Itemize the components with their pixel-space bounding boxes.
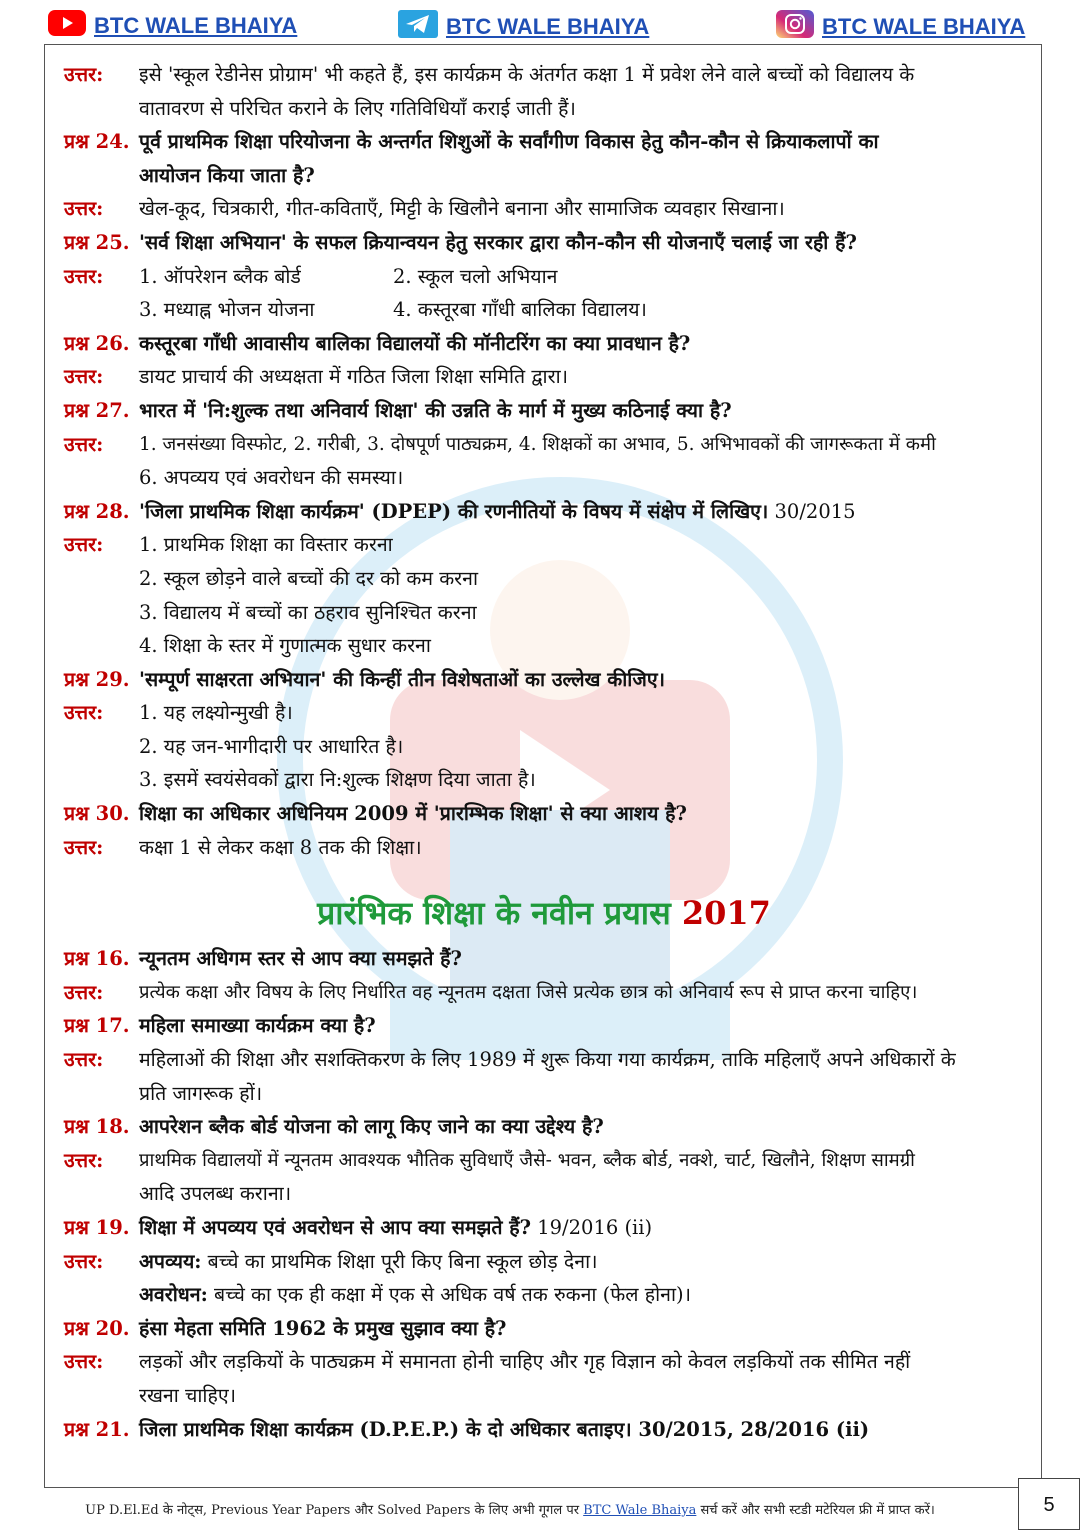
answer-label: उत्तर:	[64, 365, 104, 389]
question-16	[64, 942, 1024, 976]
term-label: अपव्यय:	[139, 1249, 202, 1273]
youtube-label: BTC WALE BHAIYA	[94, 13, 298, 38]
footer-text: सर्च करें और सभी स्टडी मटेरियल फ्री में प्राप्त करें।	[696, 1503, 935, 1518]
question-20	[64, 1312, 1024, 1346]
question-text: कस्तूरबा गाँधी आवासीय बालिका विद्यालयों की मॉनीटरिंग का क्या प्रावधान है?	[139, 331, 691, 355]
question-30	[64, 797, 1024, 831]
question-21	[64, 1413, 1024, 1447]
answer-item: 3. इसमें स्वयंसेवकों द्वारा नि:शुल्क शिक्षण दिया जाता है।	[139, 768, 536, 792]
exam-reference: 19/2016 (ii)	[531, 1216, 653, 1239]
question-text: महिला समाख्या कार्यक्रम क्या है?	[139, 1014, 376, 1038]
answer-line: लड़कों और लड़कियों के पाठ्यक्रम में समानता होनी चाहिए और गृह विज्ञान को केवल लड़कियों तक सीमित नहीं	[139, 1350, 911, 1374]
answer-line: इसे 'स्कूल रेडीनेस प्रोग्राम' भी कहते हैं, इस कार्यक्रम के अंतर्गत कक्षा 1 में प्रवेश लेने वाले बच्चों को विद्यालय के	[139, 63, 915, 86]
question-number: प्रश्न 24.	[64, 130, 130, 154]
instagram-link[interactable]	[776, 10, 1025, 44]
question-29	[64, 663, 1024, 697]
telegram-icon	[398, 10, 438, 44]
answer-item: 2. स्कूल चलो अभियान	[393, 264, 558, 288]
answer-label: उत्तर:	[64, 1350, 104, 1374]
answer-label: उत्तर:	[64, 264, 104, 288]
question-number: प्रश्न 28.	[64, 499, 130, 523]
page-content	[64, 58, 1024, 1446]
section-title-text: प्रारंभिक शिक्षा के नवीन प्रयास	[317, 894, 671, 933]
question-number: प्रश्न 27.	[64, 398, 130, 422]
answer-20	[64, 1345, 1024, 1412]
answer-label: उत्तर:	[64, 1148, 104, 1172]
question-text: शिक्षा में अपव्यय एवं अवरोधन से आप क्या समझते हैं?	[139, 1216, 532, 1239]
answer-item: 1. यह लक्ष्योन्मुखी है।	[139, 701, 293, 725]
section-title	[64, 892, 1024, 934]
question-17	[64, 1009, 1024, 1043]
answer-item: 2. यह जन-भागीदारी पर आधारित है।	[139, 734, 404, 758]
answer-30	[64, 831, 1024, 865]
question-number: प्रश्न 29.	[64, 667, 130, 691]
question-text: आयोजन किया जाता है?	[139, 163, 315, 187]
answer-item: 3. विद्यालय में बच्चों का ठहराव सुनिश्चित करना	[139, 600, 477, 624]
question-number: प्रश्न 26.	[64, 331, 130, 355]
answer-label: उत्तर:	[64, 701, 104, 725]
question-number: प्रश्न 25.	[64, 230, 130, 254]
answer-17	[64, 1043, 1024, 1110]
answer-line: 6. अपव्यय एवं अवरोधन की समस्या।	[139, 466, 404, 490]
answer-item: 4. कस्तूरबा गाँधी बालिका विद्यालय।	[393, 298, 647, 322]
answer-label: उत्तर:	[64, 63, 104, 86]
question-text: भारत में 'नि:शुल्क तथा अनिवार्य शिक्षा' की उन्नति के मार्ग में मुख्य कठिनाई क्या है?	[139, 398, 732, 422]
answer-line: 1. जनसंख्या विस्फोट, 2. गरीबी, 3. दोषपूर्ण पाठ्यक्रम, 4. शिक्षकों का अभाव, 5. अभिभावकों की जागरूकता में कमी	[139, 433, 936, 455]
question-number: प्रश्न 16.	[64, 947, 130, 971]
question-28	[64, 495, 1024, 529]
answer-prev	[64, 58, 1024, 125]
question-text: न्यूनतम अधिगम स्तर से आप क्या समझते हैं?	[139, 947, 462, 971]
youtube-link[interactable]	[48, 10, 297, 42]
answer-line: खेल-कूद, चित्रकारी, गीत-कविताएँ, मिट्टी के खिलौने बनाना और सामाजिक व्यवहार सिखाना।	[139, 197, 785, 221]
answer-item: 4. शिक्षा के स्तर में गुणात्मक सुधार करना	[139, 634, 431, 658]
question-25	[64, 226, 1024, 260]
question-19	[64, 1211, 1024, 1245]
instagram-label: BTC WALE BHAIYA	[822, 14, 1026, 39]
answer-28	[64, 528, 1024, 662]
question-text: पूर्व प्राथमिक शिक्षा परियोजना के अन्तर्गत शिशुओं के सर्वांगीण विकास हेतु कौन-कौन से क्रियाकलापों का	[139, 130, 879, 154]
page-footer	[0, 1500, 1020, 1518]
answer-label: उत्तर:	[64, 835, 104, 859]
answer-item: 2. स्कूल छोड़ने वाले बच्चों की दर को कम करना	[139, 566, 479, 590]
question-number: प्रश्न 21.	[64, 1417, 130, 1441]
question-18	[64, 1110, 1024, 1144]
answer-line: डायट प्राचार्य की अध्यक्षता में गठित जिला शिक्षा समिति द्वारा।	[139, 365, 569, 389]
question-text: शिक्षा का अधिकार अधिनियम 2009 में 'प्रारम्भिक शिक्षा' से क्या आशय है?	[139, 802, 687, 826]
term-label: अवरोधन:	[139, 1283, 208, 1307]
answer-29	[64, 696, 1024, 797]
answer-line: महिलाओं की शिक्षा और सशक्तिकरण के लिए 1989 में शुरू किया गया कार्यक्रम, ताकि महिलाएँ अपने अधिकारों के	[139, 1048, 956, 1072]
question-text: 'जिला प्राथमिक शिक्षा कार्यक्रम' (DPEP) की रणनीतियों के विषय में संक्षेप में लिखिए।	[139, 499, 769, 523]
footer-text: UP D.El.Ed के नोट्स, Previous Year Papers और Solved Papers के लिए अभी गूगल पर	[85, 1503, 584, 1518]
answer-label: उत्तर:	[64, 1048, 104, 1072]
question-text: आपरेशन ब्लैक बोर्ड योजना को लागू किए जाने का क्या उद्देश्य है?	[139, 1115, 604, 1139]
question-26	[64, 327, 1024, 361]
question-text: 'सर्व शिक्षा अभियान' के सफल क्रियान्वयन हेतु सरकार द्वारा कौन-कौन सी योजनाएँ चलाई जा रही हैं?	[139, 230, 857, 254]
footer-link[interactable]: BTC Wale Bhaiya	[583, 1503, 697, 1518]
youtube-icon	[48, 10, 86, 42]
question-text: जिला प्राथमिक शिक्षा कार्यक्रम (D.P.E.P.) के दो अधिकार बताइए। 30/2015, 28/2016 (ii)	[139, 1417, 870, 1441]
question-number: प्रश्न 20.	[64, 1316, 130, 1340]
answer-line: आदि उपलब्ध कराना।	[139, 1182, 292, 1206]
answer-label: उत्तर:	[64, 197, 104, 221]
answer-25	[64, 260, 1024, 327]
page-number: 5	[1018, 1478, 1080, 1530]
answer-19	[64, 1245, 1024, 1312]
question-number: प्रश्न 18.	[64, 1115, 130, 1139]
answer-label: उत्तर:	[64, 432, 104, 456]
instagram-icon	[776, 10, 814, 44]
answer-line: प्राथमिक विद्यालयों में न्यूनतम आवश्यक भौतिक सुविधाएँ जैसे- भवन, ब्लैक बोर्ड, नक्शे, चार्ट, खिलौने, शिक्षण सामग्री	[139, 1149, 915, 1171]
answer-line: प्रत्येक कक्षा और विषय के लिए निर्धारित वह न्यूनतम दक्षता जिसे प्रत्येक छात्र को अनिवार्य रूप से प्राप्त करना चाहिए।	[139, 981, 918, 1003]
section-year: 2017	[681, 894, 771, 933]
question-24	[64, 125, 1024, 192]
telegram-label: BTC WALE BHAIYA	[446, 14, 650, 39]
term-definition: बच्चे का एक ही कक्षा में एक से अधिक वर्ष तक रुकना (फेल होना)।	[207, 1283, 692, 1307]
answer-label: उत्तर:	[64, 533, 104, 557]
answer-line: कक्षा 1 से लेकर कक्षा 8 तक की शिक्षा।	[139, 835, 422, 859]
exam-reference: 30/2015	[768, 499, 856, 523]
answer-label: उत्तर:	[64, 1249, 104, 1273]
answer-18	[64, 1144, 1024, 1211]
question-number: प्रश्न 19.	[64, 1216, 130, 1239]
question-text: हंसा मेहता समिति 1962 के प्रमुख सुझाव क्या है?	[139, 1316, 507, 1340]
telegram-link[interactable]	[398, 10, 649, 44]
answer-24	[64, 192, 1024, 226]
question-number: प्रश्न 17.	[64, 1014, 130, 1038]
term-definition: बच्चे का प्राथमिक शिक्षा पूरी किए बिना स्कूल छोड़ देना।	[201, 1249, 598, 1273]
question-27	[64, 394, 1024, 428]
answer-line: प्रति जागरूक हों।	[139, 1081, 263, 1105]
question-number: प्रश्न 30.	[64, 802, 130, 826]
answer-16	[64, 976, 1024, 1010]
answer-27	[64, 428, 1024, 495]
answer-line: वातावरण से परिचित कराने के लिए गतिविधियाँ कराई जाती हैं।	[139, 96, 576, 120]
answer-label: उत्तर:	[64, 980, 104, 1004]
answer-item: 1. ऑपरेशन ब्लैक बोर्ड	[139, 264, 301, 288]
answer-26	[64, 360, 1024, 394]
page-header	[0, 6, 1086, 42]
answer-line: रखना चाहिए।	[139, 1383, 237, 1407]
answer-item: 3. मध्याह्न भोजन योजना	[139, 298, 315, 322]
answer-item: 1. प्राथमिक शिक्षा का विस्तार करना	[139, 533, 393, 557]
question-text: 'सम्पूर्ण साक्षरता अभियान' की किन्हीं तीन विशेषताओं का उल्लेख कीजिए।	[139, 667, 666, 691]
